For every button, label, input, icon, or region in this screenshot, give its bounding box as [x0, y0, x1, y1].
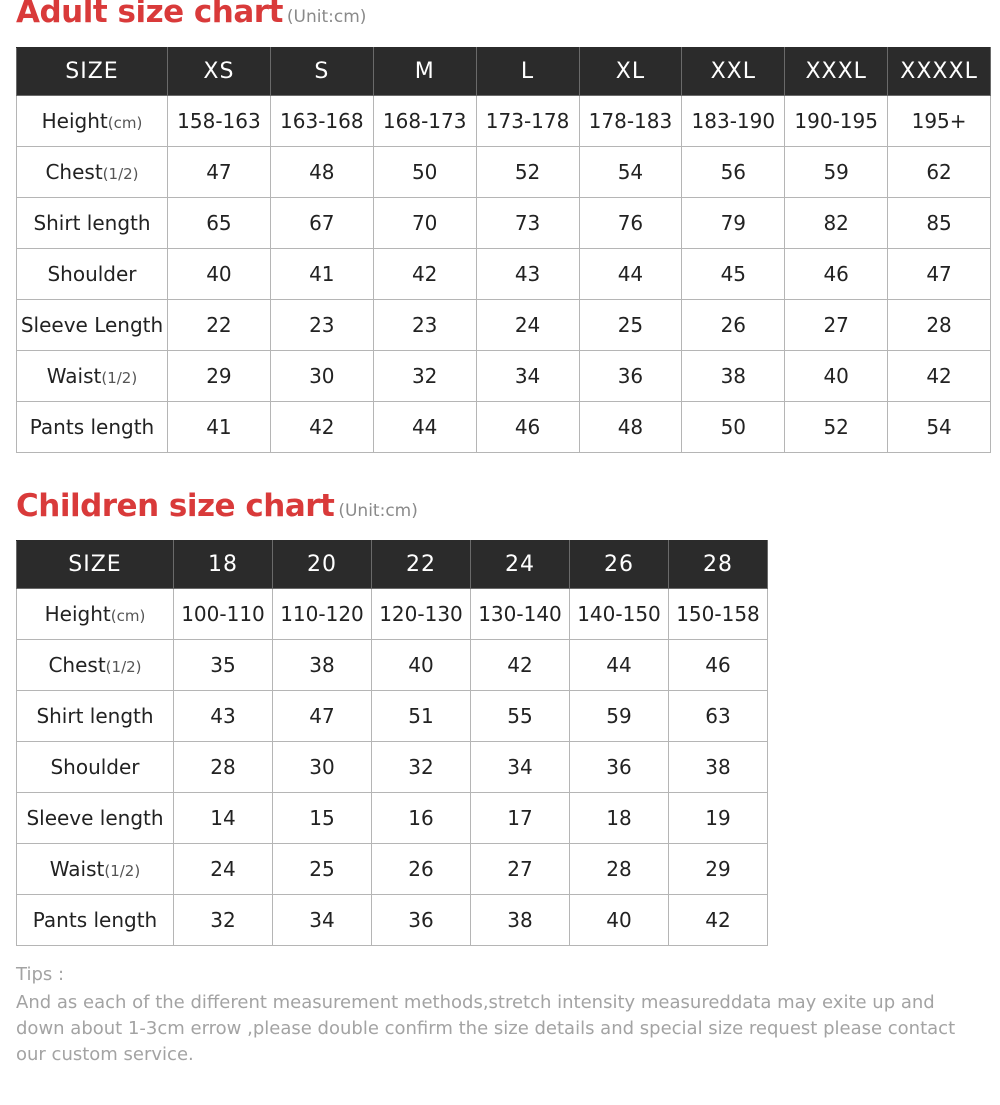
tips-body: And as each of the different measurement methods,stretch intensity measureddata may exite up and down about 1-3cm errow ,please double confirm the size details and special size request please contact our custom service.	[16, 992, 956, 1065]
table-cell: 32	[373, 351, 476, 402]
table-cell: 190-195	[785, 96, 888, 147]
size-header-cell: 26	[570, 541, 669, 589]
row-label	[17, 844, 174, 895]
table-cell: 29	[168, 351, 271, 402]
size-header-cell: S	[270, 48, 373, 96]
row-label	[17, 96, 168, 147]
table-cell: 18	[570, 793, 669, 844]
row-label-text: Shoulder	[50, 755, 140, 779]
table-cell: 36	[579, 351, 682, 402]
table-cell: 52	[785, 402, 888, 453]
table-cell: 34	[273, 895, 372, 946]
table-cell: 50	[682, 402, 785, 453]
table-row	[17, 844, 768, 895]
table-cell: 26	[372, 844, 471, 895]
size-header-cell: XXXXL	[888, 48, 991, 96]
table-cell: 29	[669, 844, 768, 895]
row-label	[17, 300, 168, 351]
table-row	[17, 402, 991, 453]
row-label-text: Chest	[45, 160, 103, 184]
row-label-text: Pants length	[32, 908, 158, 932]
table-cell: 76	[579, 198, 682, 249]
table-cell: 38	[471, 895, 570, 946]
table-cell: 55	[471, 691, 570, 742]
size-header-cell: 24	[471, 541, 570, 589]
row-label-text: Sleeve length	[26, 806, 164, 830]
row-label-text: Shirt length	[36, 704, 154, 728]
row-label	[17, 351, 168, 402]
table-row	[17, 147, 991, 198]
table-cell: 50	[373, 147, 476, 198]
table-cell: 34	[476, 351, 579, 402]
table-cell: 17	[471, 793, 570, 844]
size-header-cell: 18	[174, 541, 273, 589]
table-cell: 43	[476, 249, 579, 300]
row-label-text: Sleeve Length	[20, 313, 164, 337]
table-cell: 45	[682, 249, 785, 300]
table-cell: 32	[174, 895, 273, 946]
table-cell: 48	[270, 147, 373, 198]
table-cell: 26	[682, 300, 785, 351]
table-cell: 35	[174, 640, 273, 691]
table-cell: 47	[168, 147, 271, 198]
table-cell: 46	[476, 402, 579, 453]
table-cell: 70	[373, 198, 476, 249]
table-cell: 22	[168, 300, 271, 351]
row-label	[17, 640, 174, 691]
table-cell: 59	[570, 691, 669, 742]
table-cell: 100-110	[174, 589, 273, 640]
table-cell: 15	[273, 793, 372, 844]
row-label-unit: (cm)	[110, 607, 146, 625]
table-cell: 41	[270, 249, 373, 300]
table-cell: 44	[579, 249, 682, 300]
table-cell: 158-163	[168, 96, 271, 147]
row-label	[17, 147, 168, 198]
size-header-label: SIZE	[17, 48, 168, 96]
children-title-text: Children size chart	[16, 488, 335, 524]
table-row	[17, 691, 768, 742]
table-cell: 32	[372, 742, 471, 793]
table-cell: 36	[570, 742, 669, 793]
adult-unit-label: (Unit:cm)	[286, 7, 367, 27]
size-header-cell: 28	[669, 541, 768, 589]
table-cell: 73	[476, 198, 579, 249]
size-header-cell: XL	[579, 48, 682, 96]
table-cell: 183-190	[682, 96, 785, 147]
table-cell: 48	[579, 402, 682, 453]
table-row	[17, 96, 991, 147]
table-cell: 110-120	[273, 589, 372, 640]
table-cell: 16	[372, 793, 471, 844]
table-cell: 42	[471, 640, 570, 691]
table-cell: 43	[174, 691, 273, 742]
row-label-text: Shoulder	[47, 262, 137, 286]
table-cell: 30	[270, 351, 373, 402]
size-header-cell: XXXL	[785, 48, 888, 96]
table-cell: 23	[373, 300, 476, 351]
row-label-unit: (1/2)	[104, 862, 141, 880]
table-cell: 65	[168, 198, 271, 249]
children-header-row	[17, 541, 768, 589]
table-cell: 63	[669, 691, 768, 742]
table-row	[17, 249, 991, 300]
row-label-unit: (1/2)	[105, 658, 142, 676]
table-cell: 46	[785, 249, 888, 300]
table-cell: 120-130	[372, 589, 471, 640]
table-cell: 41	[168, 402, 271, 453]
table-cell: 38	[682, 351, 785, 402]
table-cell: 23	[270, 300, 373, 351]
row-label-text: Chest	[48, 653, 106, 677]
table-cell: 54	[888, 402, 991, 453]
table-cell: 44	[373, 402, 476, 453]
adult-title-text: Adult size chart	[16, 0, 283, 30]
table-cell: 40	[570, 895, 669, 946]
table-row	[17, 351, 991, 402]
row-label-unit: (cm)	[107, 114, 143, 132]
table-cell: 140-150	[570, 589, 669, 640]
table-cell: 28	[174, 742, 273, 793]
table-cell: 42	[373, 249, 476, 300]
table-cell: 79	[682, 198, 785, 249]
row-label	[17, 589, 174, 640]
table-cell: 42	[669, 895, 768, 946]
size-header-cell: 20	[273, 541, 372, 589]
adult-size-chart-title	[16, 0, 366, 30]
table-cell: 62	[888, 147, 991, 198]
children-size-table	[16, 540, 768, 946]
table-cell: 30	[273, 742, 372, 793]
table-cell: 82	[785, 198, 888, 249]
row-label-unit: (1/2)	[101, 369, 138, 387]
table-cell: 40	[372, 640, 471, 691]
size-header-cell: L	[476, 48, 579, 96]
table-row	[17, 640, 768, 691]
table-row	[17, 300, 991, 351]
tips-heading: Tips :	[16, 964, 65, 985]
table-cell: 40	[785, 351, 888, 402]
table-cell: 34	[471, 742, 570, 793]
table-row	[17, 742, 768, 793]
table-cell: 24	[174, 844, 273, 895]
row-label	[17, 402, 168, 453]
table-row	[17, 198, 991, 249]
row-label	[17, 198, 168, 249]
adult-table-body	[17, 48, 991, 453]
row-label-text: Height	[41, 109, 108, 133]
row-label	[17, 249, 168, 300]
table-row	[17, 895, 768, 946]
children-size-chart-title	[16, 488, 418, 524]
table-cell: 38	[273, 640, 372, 691]
size-header-cell: M	[373, 48, 476, 96]
table-cell: 42	[888, 351, 991, 402]
row-label	[17, 691, 174, 742]
table-cell: 168-173	[373, 96, 476, 147]
table-cell: 173-178	[476, 96, 579, 147]
row-label-text: Shirt length	[33, 211, 151, 235]
table-cell: 85	[888, 198, 991, 249]
size-header-cell: XXL	[682, 48, 785, 96]
adult-header-row	[17, 48, 991, 96]
table-cell: 25	[579, 300, 682, 351]
table-cell: 28	[570, 844, 669, 895]
table-cell: 52	[476, 147, 579, 198]
size-header-label: SIZE	[17, 541, 174, 589]
table-cell: 47	[888, 249, 991, 300]
table-cell: 40	[168, 249, 271, 300]
table-cell: 27	[471, 844, 570, 895]
row-label	[17, 793, 174, 844]
tips-section	[16, 962, 976, 1068]
row-label	[17, 742, 174, 793]
table-cell: 150-158	[669, 589, 768, 640]
row-label-text: Pants length	[29, 415, 155, 439]
table-cell: 42	[270, 402, 373, 453]
table-cell: 178-183	[579, 96, 682, 147]
table-cell: 51	[372, 691, 471, 742]
table-cell: 38	[669, 742, 768, 793]
table-cell: 56	[682, 147, 785, 198]
row-label-text: Waist	[49, 857, 105, 881]
size-header-cell: 22	[372, 541, 471, 589]
table-row	[17, 589, 768, 640]
row-label-text: Height	[44, 602, 111, 626]
children-table-body	[17, 541, 768, 946]
row-label-text: Waist	[46, 364, 102, 388]
table-cell: 54	[579, 147, 682, 198]
children-unit-label: (Unit:cm)	[338, 501, 418, 521]
table-cell: 46	[669, 640, 768, 691]
row-label-unit: (1/2)	[102, 165, 139, 183]
table-cell: 195+	[888, 96, 991, 147]
table-cell: 25	[273, 844, 372, 895]
table-cell: 44	[570, 640, 669, 691]
size-header-cell: XS	[168, 48, 271, 96]
table-cell: 24	[476, 300, 579, 351]
adult-size-table	[16, 47, 991, 453]
table-cell: 36	[372, 895, 471, 946]
table-row	[17, 793, 768, 844]
table-cell: 28	[888, 300, 991, 351]
table-cell: 163-168	[270, 96, 373, 147]
table-cell: 67	[270, 198, 373, 249]
table-cell: 59	[785, 147, 888, 198]
table-cell: 14	[174, 793, 273, 844]
table-cell: 130-140	[471, 589, 570, 640]
row-label	[17, 895, 174, 946]
table-cell: 27	[785, 300, 888, 351]
table-cell: 47	[273, 691, 372, 742]
table-cell: 19	[669, 793, 768, 844]
